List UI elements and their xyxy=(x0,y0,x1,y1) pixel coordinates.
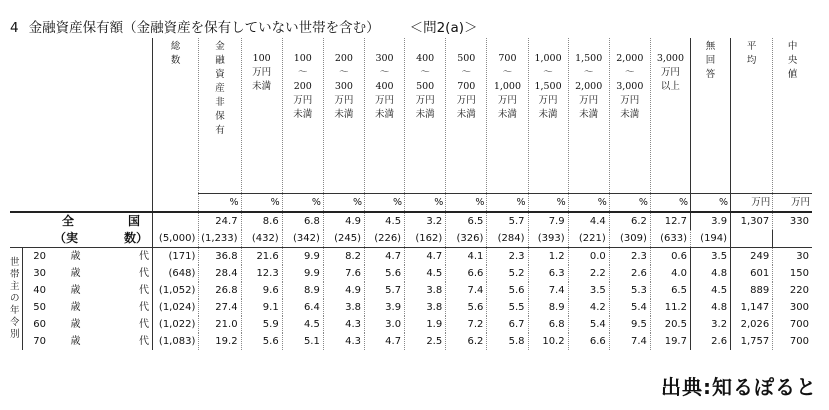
age-n: (1,052) xyxy=(152,282,198,299)
col-range-char: 100 xyxy=(252,53,271,64)
age-dai: 代 xyxy=(138,302,149,313)
national-value: 24.7 xyxy=(199,212,241,230)
col-range-char: 〜 xyxy=(583,67,594,78)
age-value: 7.2 xyxy=(446,316,487,333)
actual-value xyxy=(773,230,812,248)
col-range xyxy=(446,38,487,194)
age-dai: 代 xyxy=(138,336,149,347)
col-non-holding-char: 有 xyxy=(215,125,225,136)
age-value: 10.2 xyxy=(528,333,568,350)
age-value: 0.6 xyxy=(650,248,690,266)
age-value: 5.6 xyxy=(241,333,282,350)
age-group-char: 令 xyxy=(10,317,20,328)
col-range-char: 〜 xyxy=(298,67,308,78)
col-range-char: 1,000 xyxy=(534,53,562,64)
actual-value: (326) xyxy=(446,230,487,248)
age-value: 3.8 xyxy=(405,299,446,316)
col-non-holding xyxy=(199,38,241,194)
age-value: 5.4 xyxy=(568,316,609,333)
national-value: 6.2 xyxy=(609,212,650,230)
age-value: 3.0 xyxy=(364,316,404,333)
age-value: 4.1 xyxy=(446,248,487,266)
unit-cell: % xyxy=(690,194,730,213)
col-range-char: 100 xyxy=(293,53,312,64)
age-value: 12.3 xyxy=(241,265,282,282)
actual-value: (226) xyxy=(364,230,404,248)
age-value: 2.6 xyxy=(609,265,650,282)
col-range-char: 万円 xyxy=(334,95,354,106)
age-value: 6.6 xyxy=(446,265,487,282)
age-value: 3.2 xyxy=(690,316,730,333)
age-value: 2,026 xyxy=(731,316,773,333)
age-value: 5.6 xyxy=(487,282,528,299)
col-range-char: 300 xyxy=(375,53,394,64)
age-value: 6.5 xyxy=(650,282,690,299)
actual-value: (194) xyxy=(690,230,730,248)
col-range-char: 700 xyxy=(498,53,517,64)
unit-cell: % xyxy=(199,194,241,213)
unit-cell: % xyxy=(609,194,650,213)
question-ref: ＜問2(a)＞ xyxy=(409,20,478,36)
col-range-char: 万円 xyxy=(660,67,680,78)
age-value: 19.7 xyxy=(650,333,690,350)
col-range-char: 〜 xyxy=(625,67,635,78)
col-range-char: 未満 xyxy=(334,109,354,120)
age-value: 5.5 xyxy=(487,299,528,316)
unit-cell: % xyxy=(405,194,446,213)
age-n: (648) xyxy=(152,265,198,282)
row-header-blank xyxy=(10,38,152,194)
national-value: 330 xyxy=(773,212,812,230)
age-value: 4.7 xyxy=(364,248,404,266)
col-mean-char: 平 xyxy=(746,41,757,52)
age-sai: 歳 xyxy=(70,285,81,296)
actual-label-b: 数） xyxy=(124,231,149,245)
age-value: 11.2 xyxy=(650,299,690,316)
age-value: 5.9 xyxy=(241,316,282,333)
age-value: 4.7 xyxy=(364,333,404,350)
age-value: 220 xyxy=(773,282,812,299)
col-no-answer-char: 回 xyxy=(705,55,716,66)
age-value: 7.4 xyxy=(446,282,487,299)
national-value: 8.6 xyxy=(241,212,282,230)
col-median xyxy=(773,38,812,194)
national-total xyxy=(152,212,198,230)
age-value: 1.2 xyxy=(528,248,568,266)
age-value: 5.6 xyxy=(364,265,404,282)
age-value: 7.6 xyxy=(323,265,364,282)
age-value: 7.4 xyxy=(609,333,650,350)
national-value: 1,307 xyxy=(731,212,773,230)
age-value: 19.2 xyxy=(199,333,241,350)
unit-cell: % xyxy=(650,194,690,213)
age-value: 0.0 xyxy=(568,248,609,266)
age-value: 4.3 xyxy=(323,333,364,350)
age-dai: 代 xyxy=(138,285,149,296)
age-value: 21.0 xyxy=(199,316,241,333)
col-range-char: 万円 xyxy=(415,95,435,106)
age-decade: 40 xyxy=(23,282,49,299)
col-range xyxy=(323,38,364,194)
national-value: 4.9 xyxy=(323,212,364,230)
age-sai: 歳 xyxy=(70,302,81,313)
col-range-char: 300 xyxy=(334,81,353,92)
col-range-char: 1,500 xyxy=(575,53,603,64)
unit-cell: % xyxy=(364,194,404,213)
col-no-answer-char: 無 xyxy=(705,41,716,52)
col-range-char: 万円 xyxy=(538,95,558,106)
col-range-char: 未満 xyxy=(620,109,640,120)
col-non-holding-char: 資 xyxy=(215,69,225,80)
national-value: 7.9 xyxy=(528,212,568,230)
age-value: 1,757 xyxy=(731,333,773,350)
age-value: 6.2 xyxy=(446,333,487,350)
unit-cell: % xyxy=(528,194,568,213)
age-value: 2.3 xyxy=(609,248,650,266)
actual-value: (245) xyxy=(323,230,364,248)
actual-value: (284) xyxy=(487,230,528,248)
age-value: 4.9 xyxy=(323,282,364,299)
age-n: (1,083) xyxy=(152,333,198,350)
unit-cell: 万円 xyxy=(773,194,812,213)
age-sai: 歳 xyxy=(70,319,81,330)
age-value: 5.2 xyxy=(487,265,528,282)
national-label-a: 全 xyxy=(62,214,75,228)
col-range-char: 〜 xyxy=(420,67,430,78)
age-value: 7.4 xyxy=(528,282,568,299)
unit-cell: % xyxy=(568,194,609,213)
national-value: 12.7 xyxy=(650,212,690,230)
actual-value: (393) xyxy=(528,230,568,248)
col-range-char: 〜 xyxy=(461,67,472,78)
age-group-char: 年 xyxy=(10,305,20,316)
age-value: 1.9 xyxy=(405,316,446,333)
age-value: 4.7 xyxy=(405,248,446,266)
age-value: 8.9 xyxy=(528,299,568,316)
actual-value: (162) xyxy=(405,230,446,248)
age-decade: 50 xyxy=(23,299,49,316)
col-range-char: 400 xyxy=(416,53,435,64)
age-value: 5.7 xyxy=(364,282,404,299)
col-range xyxy=(364,38,404,194)
age-dai: 代 xyxy=(138,319,149,330)
col-range-char: 未満 xyxy=(456,109,476,120)
age-value: 4.0 xyxy=(650,265,690,282)
col-range-char: 〜 xyxy=(502,67,513,78)
financial-assets-table xyxy=(10,38,812,350)
age-sai: 歳 xyxy=(70,336,81,347)
age-value: 1,147 xyxy=(731,299,773,316)
col-no-answer xyxy=(690,38,730,194)
age-value: 4.5 xyxy=(405,265,446,282)
age-value: 300 xyxy=(773,299,812,316)
col-range-char: 500 xyxy=(457,53,476,64)
col-median-char: 央 xyxy=(787,55,798,66)
national-value: 3.9 xyxy=(690,212,730,230)
col-total-char: 数 xyxy=(170,55,181,66)
col-range-char: 200 xyxy=(334,53,353,64)
age-group-label xyxy=(10,248,23,351)
age-group-char: 主 xyxy=(10,281,20,292)
col-range-char: 〜 xyxy=(339,67,349,78)
unit-cell: % xyxy=(446,194,487,213)
age-group-char: 別 xyxy=(10,329,20,340)
age-group-char: 帯 xyxy=(10,269,20,280)
age-decade: 30 xyxy=(23,265,49,282)
age-group-char: の xyxy=(10,293,20,304)
col-range xyxy=(405,38,446,194)
col-median-char: 中 xyxy=(787,41,798,52)
col-range-char: 3,000 xyxy=(616,81,644,92)
age-value: 30 xyxy=(773,248,812,266)
unit-cell: % xyxy=(487,194,528,213)
unit-cell: 万円 xyxy=(731,194,773,213)
age-value: 150 xyxy=(773,265,812,282)
national-value: 3.2 xyxy=(405,212,446,230)
national-label xyxy=(10,212,152,230)
age-n: (1,024) xyxy=(152,299,198,316)
age-value: 26.8 xyxy=(199,282,241,299)
col-range-char: 未満 xyxy=(293,109,313,120)
age-decade: 60 xyxy=(23,316,49,333)
unit-cell: % xyxy=(282,194,323,213)
col-range-char: 3,000 xyxy=(656,53,685,64)
age-value: 8.9 xyxy=(282,282,323,299)
national-value: 6.8 xyxy=(282,212,323,230)
age-value: 4.5 xyxy=(282,316,323,333)
age-value: 9.1 xyxy=(241,299,282,316)
age-value: 4.2 xyxy=(568,299,609,316)
col-total-char: 総 xyxy=(170,41,181,52)
unit-cell: % xyxy=(241,194,282,213)
age-dai: 代 xyxy=(138,251,149,262)
col-range xyxy=(568,38,609,194)
age-value: 5.3 xyxy=(609,282,650,299)
age-value: 2.2 xyxy=(568,265,609,282)
col-range-char: 以上 xyxy=(660,81,680,92)
age-value: 28.4 xyxy=(199,265,241,282)
age-value: 5.8 xyxy=(487,333,528,350)
col-non-holding-char: 非 xyxy=(215,97,225,108)
col-non-holding-char: 保 xyxy=(215,111,225,122)
unit-total-blank xyxy=(152,194,198,213)
col-range-char: 700 xyxy=(457,81,476,92)
col-range-char: 万円 xyxy=(579,95,599,106)
national-value: 4.4 xyxy=(568,212,609,230)
col-range-char: 未満 xyxy=(252,81,272,92)
age-value: 27.4 xyxy=(199,299,241,316)
actual-label-a: （実 xyxy=(54,231,79,245)
age-value: 700 xyxy=(773,316,812,333)
table-title xyxy=(10,16,478,36)
age-value: 700 xyxy=(773,333,812,350)
col-range-char: 万円 xyxy=(252,67,272,78)
unit-row-blank xyxy=(10,194,152,213)
col-range-char: 万円 xyxy=(375,95,395,106)
actual-value: (342) xyxy=(282,230,323,248)
col-range xyxy=(241,38,282,194)
age-n: (1,022) xyxy=(152,316,198,333)
age-value: 5.1 xyxy=(282,333,323,350)
col-range-char: 〜 xyxy=(379,67,390,78)
title-text: 金融資産保有額（金融資産を保有していない世帯を含む） xyxy=(28,20,380,36)
col-range xyxy=(609,38,650,194)
actual-value: (1,233) xyxy=(199,230,241,248)
age-decade: 20 xyxy=(23,248,49,266)
age-value: 3.8 xyxy=(405,282,446,299)
unit-cell: % xyxy=(323,194,364,213)
age-value: 9.9 xyxy=(282,248,323,266)
col-range-char: 万円 xyxy=(293,95,313,106)
col-range xyxy=(282,38,323,194)
age-value: 3.9 xyxy=(364,299,404,316)
col-range xyxy=(487,38,528,194)
age-value: 4.3 xyxy=(323,316,364,333)
col-non-holding-char: 金 xyxy=(215,41,225,52)
age-value: 5.6 xyxy=(446,299,487,316)
col-range-char: 2,000 xyxy=(575,81,603,92)
age-value: 2.6 xyxy=(690,333,730,350)
age-value: 5.4 xyxy=(609,299,650,316)
age-value: 9.5 xyxy=(609,316,650,333)
age-value: 3.5 xyxy=(568,282,609,299)
col-range-char: 万円 xyxy=(620,95,640,106)
col-range-char: 500 xyxy=(416,81,435,92)
actual-value: (309) xyxy=(609,230,650,248)
col-range-char: 未満 xyxy=(375,109,395,120)
actual-value: (5,000) xyxy=(152,230,198,248)
actual-value: (633) xyxy=(650,230,690,248)
title-number: 4 xyxy=(10,20,19,36)
age-value: 2.5 xyxy=(405,333,446,350)
col-mean xyxy=(731,38,773,194)
col-range-char: 未満 xyxy=(579,109,599,120)
age-n: (171) xyxy=(152,248,198,266)
age-value: 601 xyxy=(731,265,773,282)
table-body xyxy=(10,38,812,350)
col-no-answer-char: 答 xyxy=(705,69,716,80)
col-total xyxy=(152,38,198,194)
col-range-char: 未満 xyxy=(538,109,558,120)
col-non-holding-char: 産 xyxy=(215,83,225,94)
col-range-char: 〜 xyxy=(543,67,553,78)
age-decade: 70 xyxy=(23,333,49,350)
col-mean-char: 均 xyxy=(746,55,757,66)
age-value: 3.5 xyxy=(690,248,730,266)
national-value: 6.5 xyxy=(446,212,487,230)
age-value: 4.5 xyxy=(690,282,730,299)
age-value: 4.8 xyxy=(690,299,730,316)
source-credit: 出典:知るぽると xyxy=(661,375,817,399)
col-range-char: 未満 xyxy=(415,109,435,120)
age-value: 249 xyxy=(731,248,773,266)
age-dai: 代 xyxy=(138,268,149,279)
actual-label xyxy=(10,230,152,248)
national-value: 4.5 xyxy=(364,212,404,230)
col-range-char: 万円 xyxy=(456,95,476,106)
age-value: 6.8 xyxy=(528,316,568,333)
col-range xyxy=(528,38,568,194)
age-value: 889 xyxy=(731,282,773,299)
actual-value xyxy=(731,230,773,248)
national-value: 5.7 xyxy=(487,212,528,230)
col-range-char: 万円 xyxy=(497,95,517,106)
age-value: 9.9 xyxy=(282,265,323,282)
national-label-b: 国 xyxy=(128,214,141,228)
col-range-char: 未満 xyxy=(497,109,517,120)
age-value: 2.3 xyxy=(487,248,528,266)
age-value: 6.7 xyxy=(487,316,528,333)
age-value: 4.8 xyxy=(690,265,730,282)
col-median-char: 値 xyxy=(787,69,798,80)
age-group-char: 世 xyxy=(10,257,20,268)
age-value: 8.2 xyxy=(323,248,364,266)
age-value: 9.6 xyxy=(241,282,282,299)
col-range-char: 400 xyxy=(375,81,394,92)
age-value: 20.5 xyxy=(650,316,690,333)
col-range-char: 1,500 xyxy=(534,81,562,92)
col-range-char: 2,000 xyxy=(616,53,644,64)
age-value: 6.3 xyxy=(528,265,568,282)
age-value: 6.6 xyxy=(568,333,609,350)
age-value: 3.8 xyxy=(323,299,364,316)
age-value: 6.4 xyxy=(282,299,323,316)
col-non-holding-char: 融 xyxy=(215,55,225,66)
age-value: 21.6 xyxy=(241,248,282,266)
col-range xyxy=(650,38,690,194)
actual-value: (432) xyxy=(241,230,282,248)
col-range-char: 1,000 xyxy=(493,81,522,92)
col-range-char: 200 xyxy=(293,81,312,92)
age-sai: 歳 xyxy=(70,268,81,279)
age-sai: 歳 xyxy=(70,251,81,262)
age-value: 36.8 xyxy=(199,248,241,266)
actual-value: (221) xyxy=(568,230,609,248)
